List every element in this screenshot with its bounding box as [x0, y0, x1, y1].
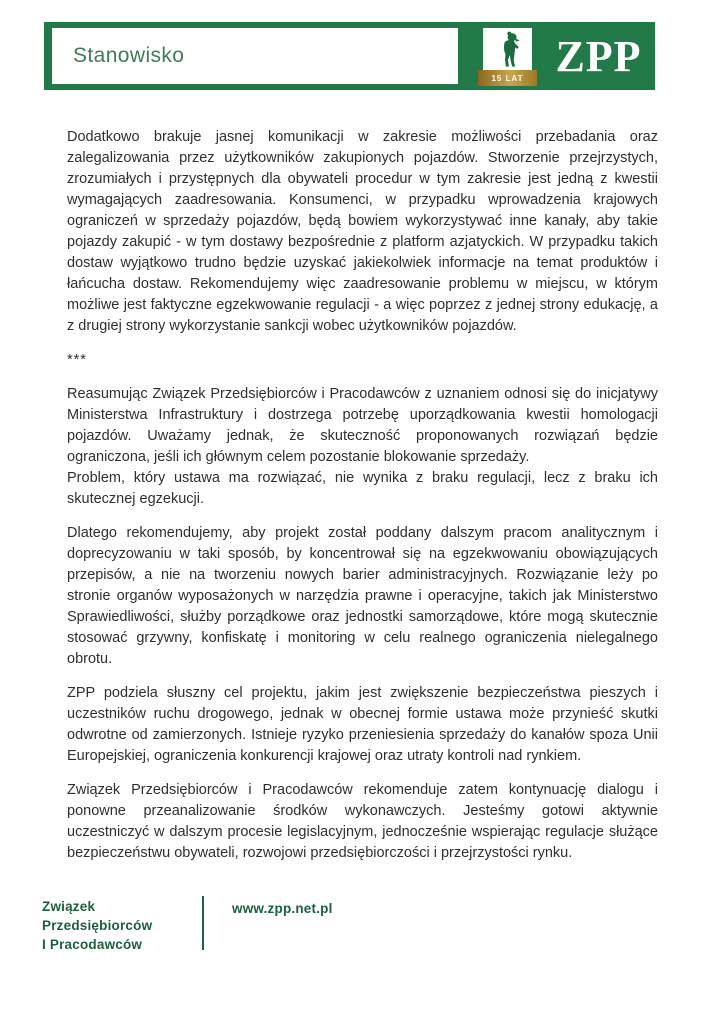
anniversary-badge [478, 70, 537, 86]
section-separator: *** [67, 352, 87, 368]
footer-org-line1: Związek Przedsiębiorców [42, 899, 153, 933]
paragraph: Dodatkowo brakuje jasnej komunikacji w zakresie możliwości przebadania oraz zalegalizowania przez użytkowników zakupionych pojazdów. Stworzenie przejrzystych, zrozumiałych i przystępnych dla obywateli procedur w tym zakresie jest jedną z kwestii wymagających zaadresowania. Konsumenci, w przypadku wprowadzenia krajowych ograniczeń w sprzedaży pojazdów, będą bowiem wykorzystywać inne kanały, aby takie pojazdy zakupić - w tym dostawy bezpośrednie z platform azjatyckich. W przypadku takich dostaw wyjątkowo trudno będzie uzyskać jakiekolwiek informacje na temat produktów i łańcucha dostaw. Rekomendujemy więc zaadresowanie problemu w miejscu, w którym możliwe jest faktyczne egzekwowanie regulacji - a więc poprzez z jednej strony edukację, a z drugiej strony wykorzystanie sankcji wobec użytkowników pojazdów. [67, 129, 658, 334]
page-title: Stanowisko [73, 44, 185, 67]
header-banner [44, 22, 655, 90]
bear-icon [493, 30, 523, 73]
paragraph: Problem, który ustawa ma rozwiązać, nie wynika z braku regulacji, lecz z braku ich skutecznej egzekucji. [67, 470, 658, 507]
footer-org-line2: I Pracodawców [42, 937, 143, 952]
body-text [67, 127, 658, 877]
paragraph: Reasumując Związek Przedsiębiorców i Pracodawców z uznaniem odnosi się do inicjatywy Ministerstwa Infrastruktury i dostrzega potrzebę uporządkowania kwestii homologacji pojazdów. Uważamy jednak, że skuteczność proponowanych rozwiązań będzie ograniczona, jeśli ich głównym celem pozostanie blokowanie sprzedaży. [67, 386, 658, 465]
zpp-logo [483, 28, 532, 74]
paragraph: ZPP podziela słuszny cel projektu, jakim jest zwiększenie bezpieczeństwa pieszych i uczestników ruchu drogowego, jednak w obecnej formie ustawa może przynieść skutki odwrotne od zamierzonych. Istnieje ryzyko przeniesienia sprzedaży do kanałów spoza Unii Europejskiej, ograniczenia konkurencji krajowej oraz utraty kontroli nad rynkiem. [67, 685, 658, 764]
zpp-acronym-text: ZPP [555, 31, 642, 81]
document-type-box [52, 28, 458, 84]
footer-organization-name [42, 897, 192, 954]
paragraph: Związek Przedsiębiorców i Pracodawców rekomenduje zatem kontynuację dialogu i ponowne przeanalizowanie środków wykonawczych. Jesteśmy gotowi aktywnie uczestniczyć w dalszym procesie legislacyjnym, jednocześnie wspierając regulacje służące bezpieczeństwu obywateli, rozwojowi przedsiębiorczości i przejrzystości rynku. [67, 782, 658, 861]
paragraph: Dlatego rekomendujemy, aby projekt został poddany dalszym pracom analitycznym i doprecyzowaniu w taki sposób, by koncentrował się na egzekwowaniu obowiązujących przepisów, a nie na tworzeniu nowych barier administracyjnych. Rozwiązanie leży po stronie organów wyposażonych w narzędzia prawne i operacyjne, takich jak Ministerstwo Sprawiedliwości, służby porządkowe oraz jednostki samorządowe, które mogą skutecznie stosować grzywny, konfiskatę i monitoring w celu realnego ograniczenia nielegalnego obrotu. [67, 525, 658, 667]
website-link[interactable]: www.zpp.net.pl [232, 901, 333, 916]
anniversary-badge-label: 15 LAT [491, 73, 524, 83]
footer-divider [202, 896, 204, 950]
